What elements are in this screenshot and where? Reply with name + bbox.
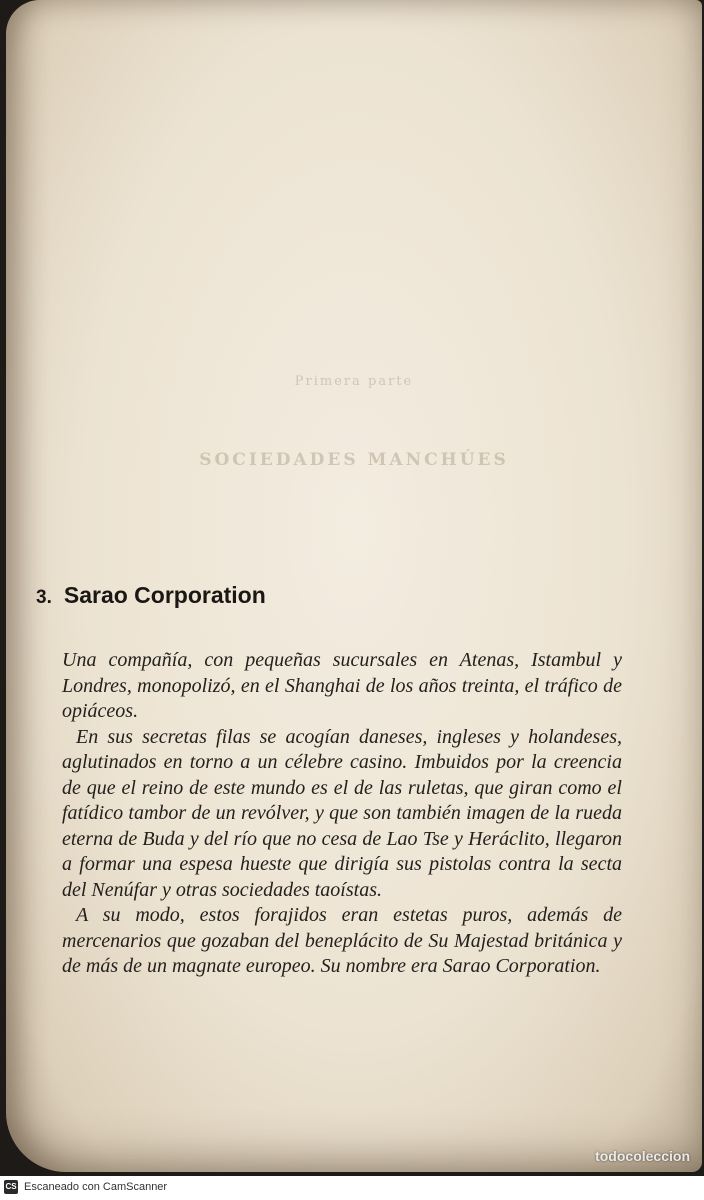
paragraph: Una compañía, con pequeñas sucursales en Atenas, Istambul y Londres, monopolizó, en el Shanghai de los años treinta, el tráfico de opiáceos.: [62, 649, 622, 722]
scanner-credit: Escaneado con CamScanner: [24, 1181, 168, 1193]
bleed-through-heading: SOCIEDADES MANCHÚES: [199, 450, 509, 470]
bleed-through-text: Primera parte: [294, 374, 414, 389]
paragraph: En sus secretas filas se acogían daneses, ingleses y holandeses, aglutinados en torno a un célebre casino. Imbuidos por la creencia de que el reino de este mundo es el de las ruletas, que giran como el fatídico tambor de un revólver, y que son también imagen de la rueda eterna de Buda y del río que no cesa de Lao Tse y Heráclito, llegaron a formar una espesa hueste que dirigía sus pistolas contra la secta del Nenúfar y otras sociedades taoístas.: [62, 725, 622, 901]
paragraph: A su modo, estos forajidos eran estetas puros, además de mercenarios que gozaban del beneplácito de Su Majestad británica y de más de un magnate europeo. Su nombre era Sarao Corporation.: [62, 904, 622, 977]
chapter-body: [62, 648, 622, 980]
scanner-footer: [0, 1148, 704, 1200]
chapter-number: 3.: [36, 587, 52, 608]
camscanner-icon: CS: [4, 1180, 18, 1194]
chapter-title: Sarao Corporation: [63, 582, 266, 608]
chapter-heading: [36, 582, 266, 609]
watermark-logo: todocoleccion: [595, 1148, 690, 1164]
book-page: [6, 0, 702, 1172]
